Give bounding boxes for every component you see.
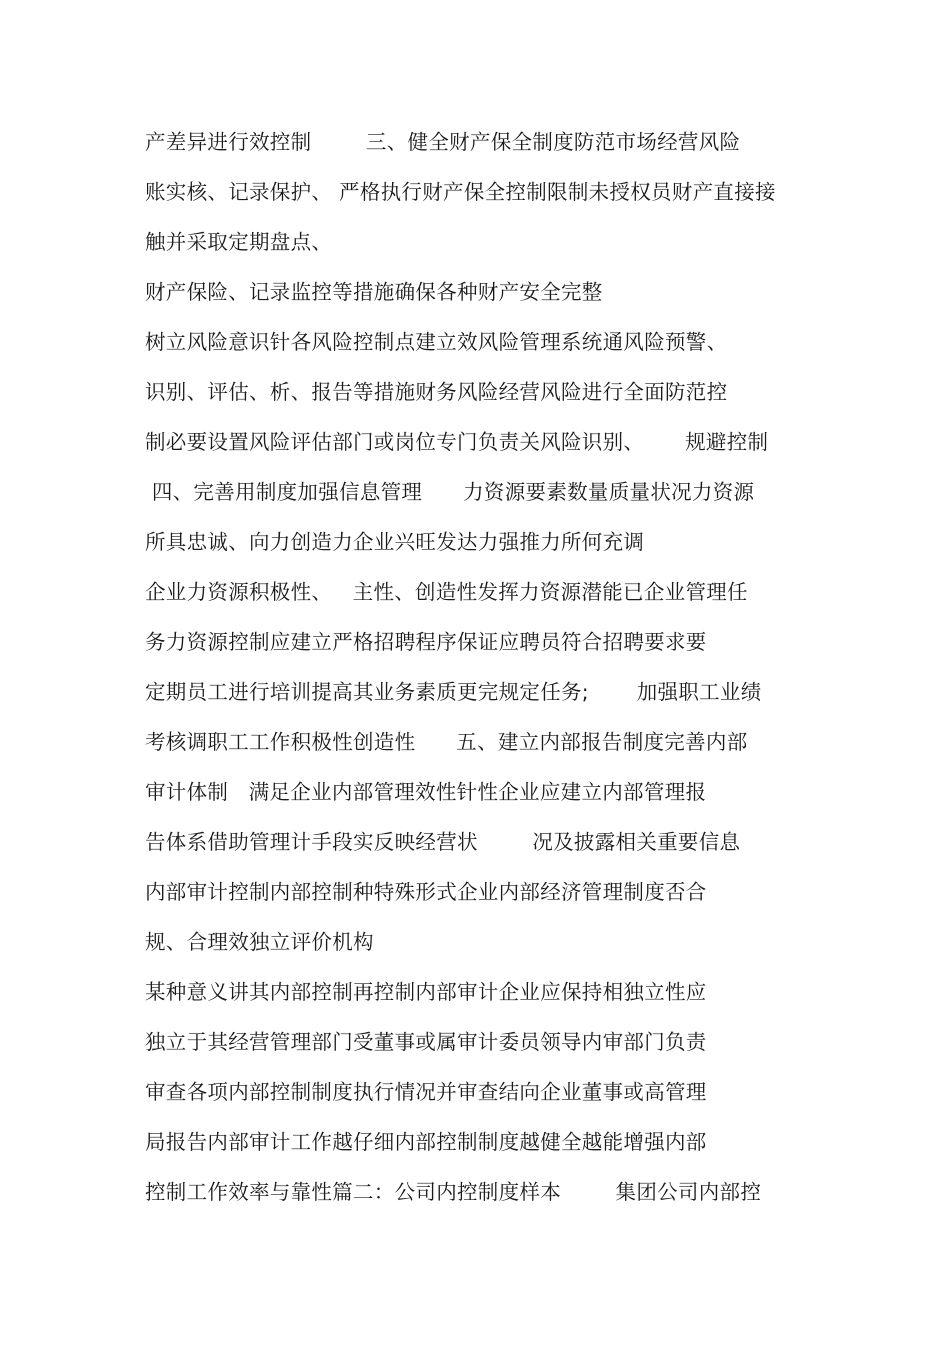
text-line: 内部审计控制内部控制种特殊形式企业内部经济管理制度否合 <box>145 880 707 904</box>
text-line: 定期员工进行培训提高其业务素质更完规定任务; 加强职工业绩 <box>145 680 762 704</box>
text-line: 审查各项内部控制制度执行情况并审查结向企业董事或高管理 <box>145 1080 707 1104</box>
section-heading-line: 四、完善用制度加强信息管理 力资源要素数量质量状况力资源 <box>145 480 755 504</box>
text-line: 独立于其经营管理部门受董事或属审计委员领导内审部门负责 <box>145 1030 707 1054</box>
text-line: 告体系借助管理计手段实反映经营状 况及披露相关重要信息 <box>145 830 741 854</box>
text-line: 账实核、记录保护、 严格执行财产保全控制限制未授权员财产直接接 <box>145 180 776 204</box>
text-line: 规、合理效独立评价机构 <box>145 930 374 954</box>
text-line: 考核调职工工作积极性创造性 五、建立内部报告制度完善内部 <box>145 730 748 754</box>
text-line: 树立风险意识针各风险控制点建立效风险管理系统通风险预警、 <box>145 330 728 354</box>
text-line: 产差异进行效控制 三、健全财产保全制度防范市场经营风险 <box>145 130 741 154</box>
text-line: 局报告内部审计工作越仔细内部控制制度越健全越能增强内部 <box>145 1130 707 1154</box>
text-line: 审计体制 满足企业内部管理效性针性企业应建立内部管理报 <box>145 780 707 804</box>
text-line: 识别、评估、析、报告等措施财务风险经营风险进行全面防范控 <box>145 380 728 404</box>
text-line: 控制工作效率与靠性篇二：公司内控制度样本 集团公司内部控 <box>145 1180 762 1204</box>
text-line: 务力资源控制应建立严格招聘程序保证应聘员符合招聘要求要 <box>145 630 707 654</box>
text-line: 触并采取定期盘点、 <box>145 230 333 254</box>
text-line: 企业力资源积极性、 主性、创造性发挥力资源潜能已企业管理任 <box>145 580 748 604</box>
text-line: 所具忠诚、向力创造力企业兴旺发达力强推力所何充调 <box>145 530 645 554</box>
text-line: 某种意义讲其内部控制再控制内部审计企业应保持相独立性应 <box>145 980 707 1004</box>
text-line: 财产保险、记录监控等措施确保各种财产安全完整 <box>145 280 603 304</box>
text-line: 制必要设置风险评估部门或岗位专门负责关风险识别、 规避控制 <box>145 430 769 454</box>
